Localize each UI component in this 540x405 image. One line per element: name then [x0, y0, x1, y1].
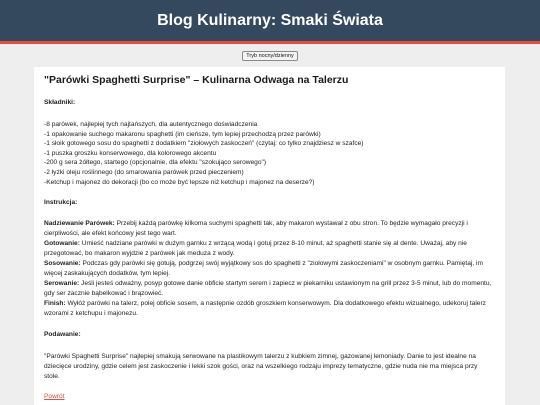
ingredient-item: -Ketchup i majonez do dekoracji (bo co może być lepsze niż ketchup i majonez na deserze?)	[44, 178, 315, 186]
ingredients-heading: Składniki:	[44, 99, 76, 106]
step-label: Gotowanie:	[44, 240, 80, 248]
instruction-step	[44, 239, 495, 259]
ingredients-section	[44, 98, 495, 187]
step-text: Umieść nadziane parówki w dużym garnku z wrzącą wodą i gotuj przez 8-10 minut, aż spaghetti stanie się al dente. Uważaj, aby nie przegotować, bo makaron wyjdzie z parówek jak meduza z wody.	[44, 240, 467, 258]
article-title: "Parówki Spaghetti Surprise" – Kulinarna Odwaga na Talerzu	[44, 74, 349, 86]
step-label: Finish:	[44, 300, 66, 308]
site-header	[0, 0, 540, 44]
serving-text: "Parówki Spaghetti Surprise" najlepiej smakują serwowane na plastikowym talerzu z kubkiem zimnej, gazowanej lemoniady. Danie to jest idealne na dziecięce urodziny, gdzie celem jest zaskoczenie i lekki szok gości, oraz na wszelkiego rodzaju imprezy tematyczne, gdzie nuda nie ma miejsca przy stole.	[44, 353, 478, 381]
ingredient-item: -200 g sera żółtego, startego (opcjonalnie, dla efektu "szokująco serowego")	[44, 159, 267, 167]
instructions-list	[44, 219, 495, 319]
instructions-heading: Instrukcja:	[44, 199, 78, 207]
ingredient-item: -8 parówek, najlepiej tych najtańszych, dla autentycznego doświadczenia	[44, 121, 258, 128]
ingredient-item: -2 łyżki oleju roślinnego (do smarowania parówek przed pieczeniem)	[44, 168, 244, 176]
instruction-step	[44, 219, 495, 239]
step-label: Nadziewanie Parówek:	[44, 220, 115, 228]
serving-heading: Podawanie:	[44, 331, 81, 339]
instruction-step	[44, 299, 495, 319]
toggle-container	[0, 44, 540, 68]
instruction-step	[44, 279, 495, 299]
dark-mode-toggle-button[interactable]: Tryb nocny/dzienny	[242, 51, 298, 61]
instructions-section	[44, 198, 495, 319]
ingredients-list	[44, 120, 495, 187]
article-card	[34, 67, 505, 405]
step-text: Przebij każdą parówkę kilkoma suchymi spaghetti tak, aby makaron wystawał z obu stron. To będzie wymagało precyzji i cierpliwości, ale efekt końcowy jest tego wart.	[44, 220, 468, 238]
step-text: Podczas gdy parówki się gotują, podgrzej swój wyjątkowy sos do spaghetti z "ziołowymi zaskoczeniami" w osobnym garnku. Pamiętaj, im więcej zaskakujących dodatków, tym lepiej.	[44, 260, 483, 278]
ingredient-item: -1 puszka groszku konserwowego, dla kolorowego akcentu	[44, 149, 217, 157]
step-label: Serowanie:	[44, 280, 80, 288]
site-title: Blog Kulinarny: Smaki Świata	[157, 11, 383, 29]
back-link[interactable]: Powrót	[44, 393, 65, 401]
step-text: Wyłóż parówki na talerz, polej obficie sosem, a następnie ozdób groszkiem konserwowym. Dla dodatkowego efektu wizualnego, udekoruj talerz wzorami z ketchupu i majonezu.	[44, 300, 486, 318]
instruction-step	[44, 259, 495, 279]
ingredient-item: -1 słoik gotowego sosu do spaghetti z dodatkiem "ziołowych zaskoczeń" (czytaj: co tylko znajdziesz w szafce)	[44, 140, 364, 148]
step-text: Jeśli jesteś odważny, posyp gotowe danie obficie startym serem i zapiecz w piekarniku ustawionym na grill przez 3-5 minut, lub do momentu, gdy ser zacznie bąbelkować i brązowieć.	[44, 280, 492, 298]
step-label: Sosowanie:	[44, 260, 81, 268]
ingredient-item: -1 opakowanie suchego makaronu spaghetti (im cieńsze, tym lepiej przechodzą przez parówki)	[44, 130, 321, 138]
serving-section	[44, 330, 495, 382]
